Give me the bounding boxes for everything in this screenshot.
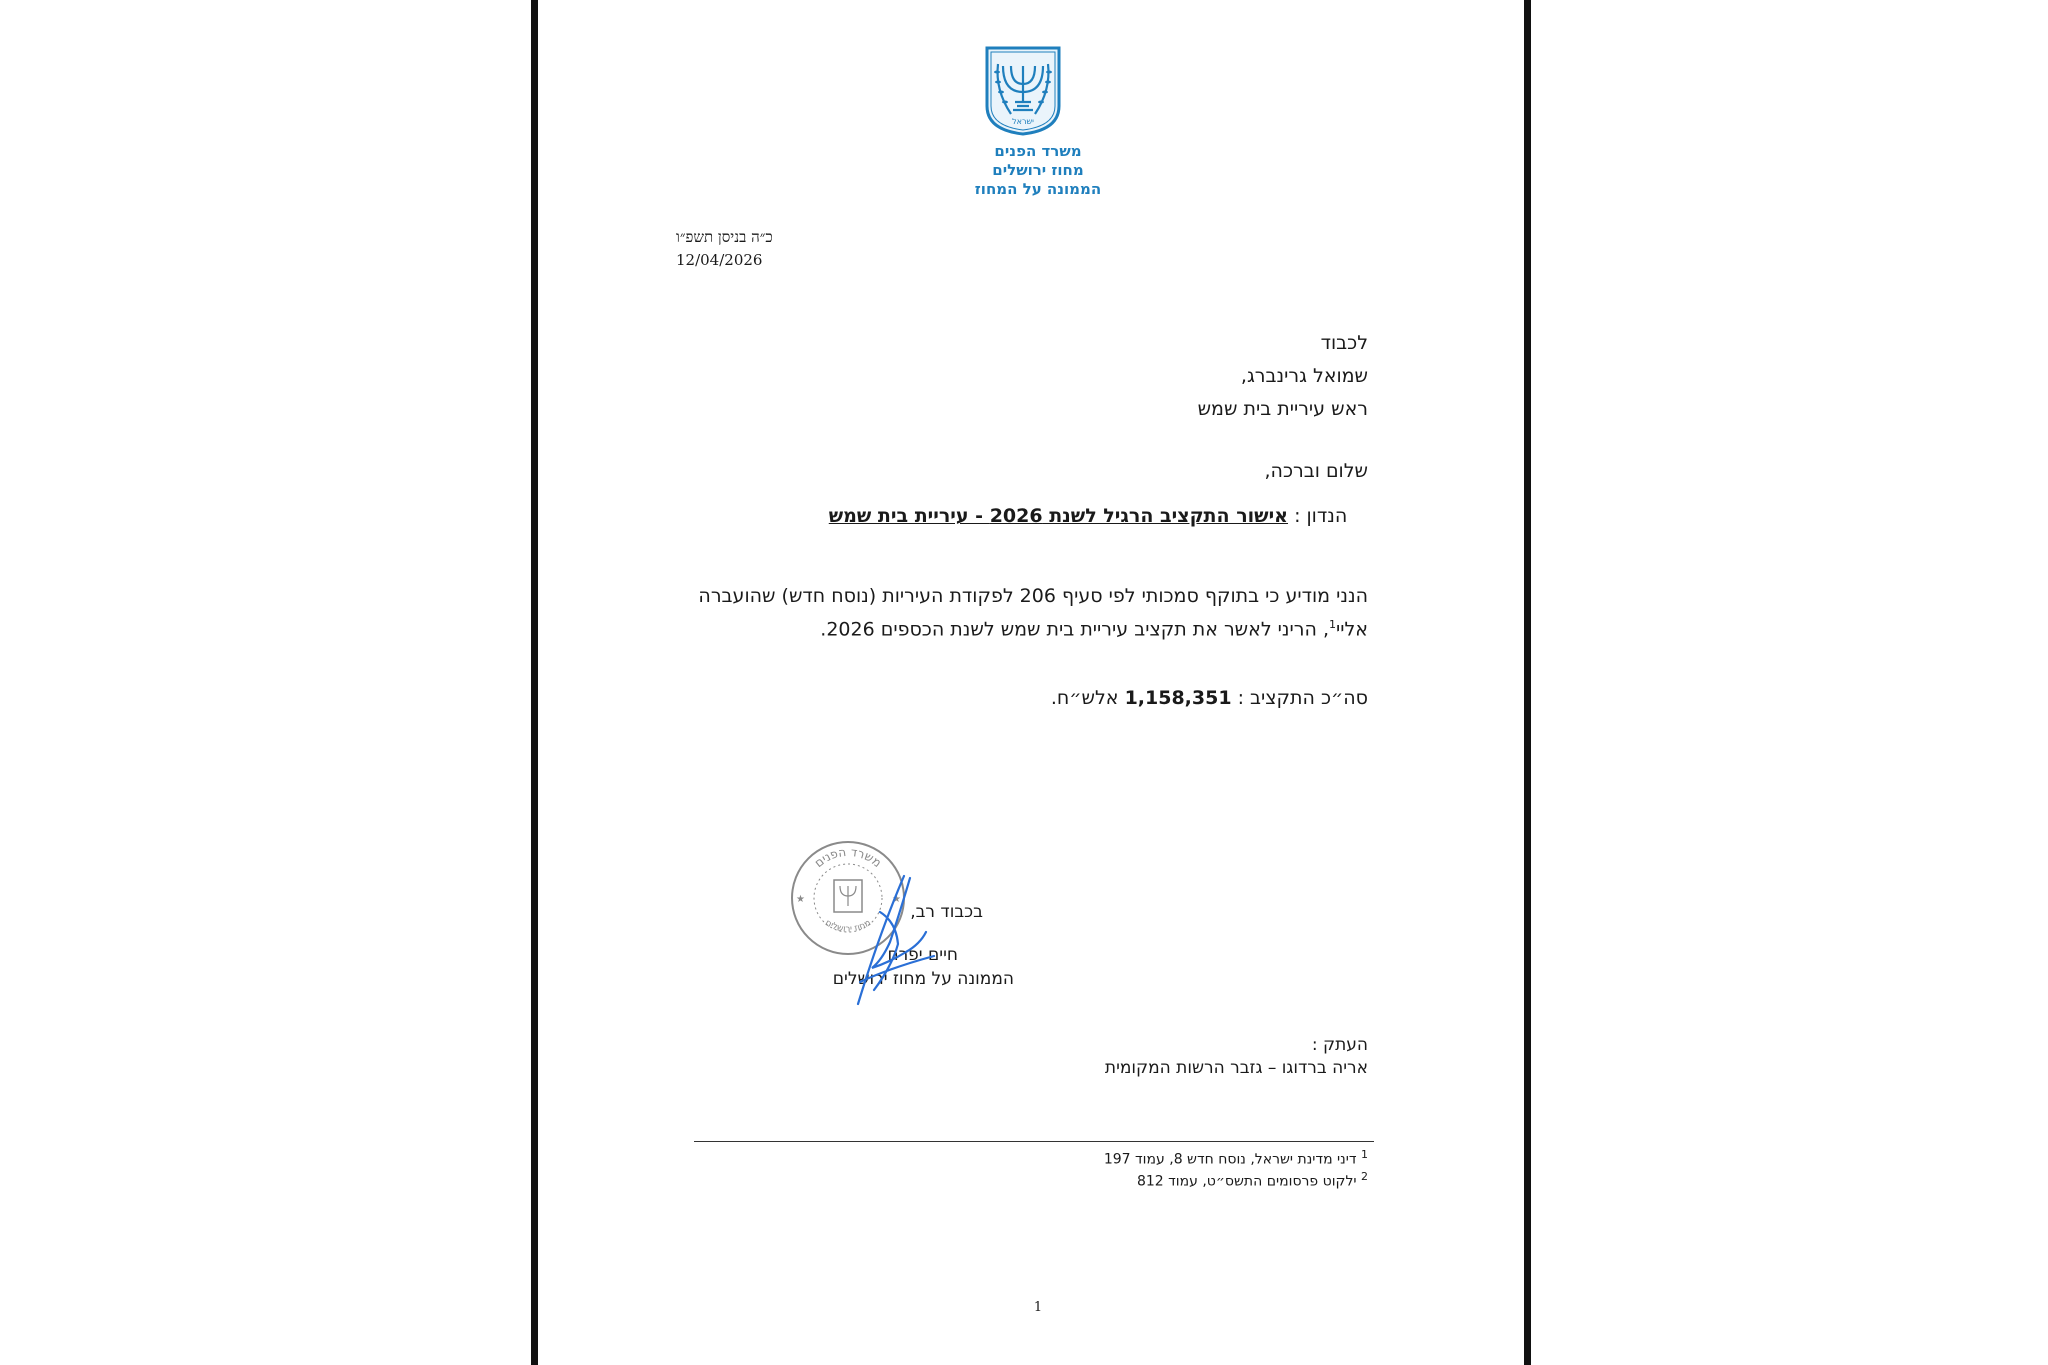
- district-official: הממונה על המחוז: [974, 180, 1102, 198]
- stamp-star-icon: ★: [796, 894, 805, 905]
- recipient-name: שמואל גרינברג,: [1240, 365, 1368, 387]
- total-unit: אלש״ח.: [1050, 687, 1119, 709]
- district-name: מחוז ירושלים: [992, 161, 1084, 179]
- handwritten-signature: [840, 872, 940, 1007]
- budget-total: [1051, 687, 1368, 709]
- total-amount: 1,158,351: [1124, 687, 1232, 709]
- body-line-1: הנני מודיע כי בתוקף סמכותי לפי סעיף 206 לפקודת העיריות (נוסח חדש) שהועברה: [698, 585, 1368, 607]
- closing: בכבוד רב,: [910, 902, 983, 922]
- stamp-bottom-text: מחוז ירושלים: [823, 918, 873, 935]
- subject-label: הנדון :: [1294, 505, 1348, 527]
- page-number: 1: [1033, 1300, 1043, 1315]
- footnote-text: דיני מדינת ישראל, נוסח חדש 8, עמוד 197: [1103, 1151, 1357, 1168]
- gregorian-date: 12/04/2026: [676, 251, 763, 269]
- greeting: שלום וברכה,: [1264, 460, 1368, 482]
- ministry-name: משרד הפנים: [994, 142, 1082, 160]
- footnote-divider: [694, 1141, 1374, 1142]
- footnote-2: [1137, 1170, 1368, 1190]
- footnote-1: [1104, 1148, 1368, 1168]
- state-emblem-icon: [981, 44, 1065, 136]
- cc-entry: אריה ברדוגו – גזבר הרשות המקומית: [1104, 1058, 1368, 1078]
- recipient-title: ראש עיריית בית שמש: [1197, 398, 1368, 420]
- footnote-number: 1: [1361, 1148, 1368, 1161]
- footnote-ref-1: 1: [1329, 618, 1336, 631]
- stamp-top-text: משרד הפנים: [811, 844, 885, 871]
- cc-label: העתק :: [1311, 1035, 1368, 1055]
- document-page: [531, 0, 1531, 1365]
- subject-line: [808, 505, 1368, 527]
- signer-name: חיים יפרח: [887, 945, 958, 965]
- emblem-text: ישראל: [1012, 117, 1034, 126]
- body-line-2-start: אליי: [1336, 618, 1368, 641]
- footnote-number: 2: [1361, 1170, 1368, 1183]
- salutation: לכבוד: [1320, 332, 1368, 354]
- body-line-2: [820, 618, 1368, 640]
- signer-role: הממונה על מחוז ירושלים: [832, 969, 1014, 989]
- stamp-star-icon: ★: [892, 894, 901, 905]
- subject-value: אישור התקציב הרגיל לשנת 2026 - עיריית בית שמש: [828, 505, 1289, 527]
- hebrew-date: כ״ה בניסן תשפ״ו: [676, 228, 773, 246]
- total-label: סה״כ התקציב :: [1237, 687, 1368, 709]
- body-line-2-end: , הריני לאשר את תקציב עיריית בית שמש לשנת הכספים 2026.: [820, 618, 1329, 641]
- footnote-text: ילקוט פרסומים התשס״ט, עמוד 812: [1136, 1173, 1357, 1190]
